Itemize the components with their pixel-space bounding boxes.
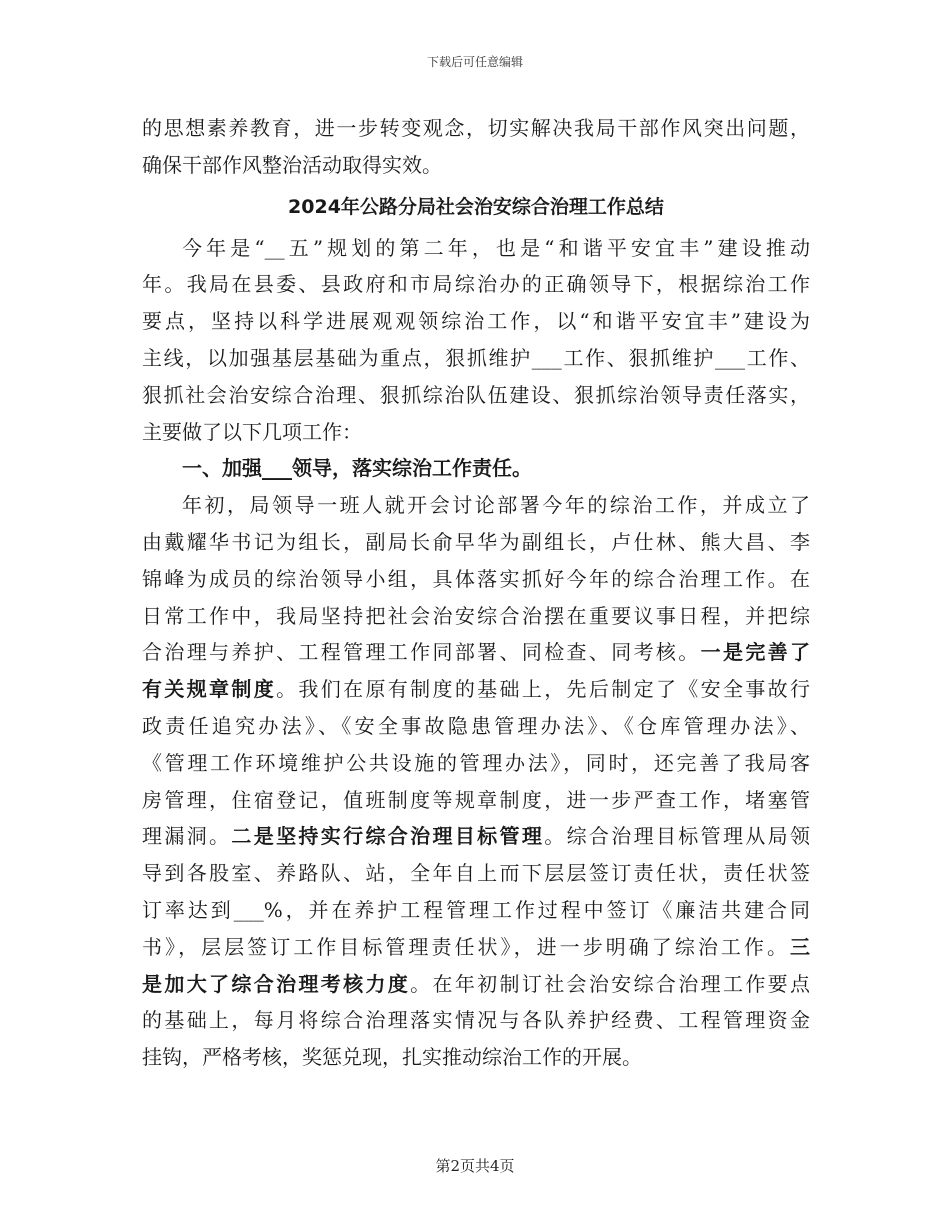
bold-phrase: 是加大了综合治理考核力度 — [142, 971, 411, 996]
line-text: 合治理与养护、工程管理工作同部署、同检查、同考核。 — [142, 640, 701, 665]
paragraph-line: 房管理，住宿登记，值班制度等规章制度，进一步严查工作，堵塞管 — [142, 787, 810, 812]
paragraph-line: 的基础上，每月将综合治理落实情况与各队养护经费、工程管理资金 — [142, 1008, 810, 1033]
paragraph-line: 年初，局领导一班人就开会讨论部署今年的综治工作，并成立了 — [182, 493, 810, 518]
line-text: 。我们在原有制度的基础上，先后制定了《安全事故行 — [276, 677, 811, 702]
paragraph-line: 日常工作中，我局坚持把社会治安综合治摆在重要议事日程，并把综 — [142, 603, 810, 628]
line-text: 。在年初制订社会治安综合治理工作要点 — [410, 971, 811, 996]
paragraph-line — [142, 966, 810, 1003]
bold-phrase: 有关规章制度 — [142, 677, 277, 702]
paragraph-line: 政责任追究办法》、《安全事故隐患管理办法》、《仓库管理办法》、 — [142, 713, 810, 738]
paragraph-line — [142, 671, 810, 708]
paragraph-line: 今年是“__五”规划的第二年，也是“和谐平安宜丰”建设推动 — [182, 235, 810, 260]
paragraph-1 — [142, 230, 810, 451]
paragraph-line: 主要做了以下几项工作： — [142, 419, 362, 444]
paragraph-line: 要点，坚持以科学进展观观领综治工作，以“和谐平安宜丰”建设为 — [142, 309, 810, 334]
paragraph-line: 挂钩，严格考核，奖惩兑现，扎实推动综治工作的开展。 — [142, 1045, 642, 1070]
paragraph-line: 《管理工作环境维护公共设施的管理办法》，同时，还完善了我局客 — [142, 750, 810, 775]
page-number: 第2页共4页 — [435, 1157, 515, 1175]
paragraph-line: 由戴耀华书记为组长，副局长俞早华为副组长，卢仕林、熊大昌、李 — [142, 529, 810, 554]
line-text: 。综合治理目标管理从局领 — [544, 824, 811, 849]
bold-phrase: 二是坚持实行综合治理目标管理 — [231, 824, 545, 849]
line-text: 理漏洞。 — [142, 824, 232, 849]
intro-line: 的思想素养教育，进一步转变观念，切实解决我局干部作风突出问题， — [142, 116, 810, 140]
paragraph-2 — [142, 487, 810, 1076]
paragraph-line: 主线，以加强基层基础为重点，狠抓维护___工作、狠抓维护___工作、 — [142, 345, 810, 370]
document-body — [142, 110, 810, 1076]
paragraph-line: 订率达到___%，并在养护工程管理工作过程中签订《廉洁共建合同 — [142, 897, 810, 922]
paragraph-line — [142, 818, 810, 855]
paragraph-line — [142, 634, 810, 671]
section-heading: 一、加强___领导，落实综治工作责任。 — [182, 456, 532, 481]
paragraph-line: 年。我局在县委、县政府和市局综治办的正确领导下，根据综治工作 — [142, 272, 810, 297]
header-note: 下载后可任意编辑 — [426, 55, 523, 69]
line-text: 书》，层层签订工作目标管理责任状》，进一步明确了综治工作。 — [142, 934, 790, 959]
paragraph-line: 狠抓社会治安综合治理、狠抓综治队伍建设、狠抓综治领导责任落实， — [142, 382, 810, 407]
paragraph-line: 锦峰为成员的综治领导小组，具体落实抓好今年的综合治理工作。在 — [142, 566, 810, 591]
paragraph-line — [142, 929, 810, 966]
bold-phrase: 三 — [790, 934, 810, 959]
bold-phrase: 一是完善了 — [700, 640, 811, 665]
document-title: 2024年公路分局社会治安综合治理工作总结 — [288, 195, 664, 218]
intro-line: 确保干部作风整治活动取得实效。 — [142, 152, 442, 177]
paragraph-line: 导到各股室、养路队、站，全年自上而下层层签订责任状，责任状签 — [142, 861, 810, 886]
